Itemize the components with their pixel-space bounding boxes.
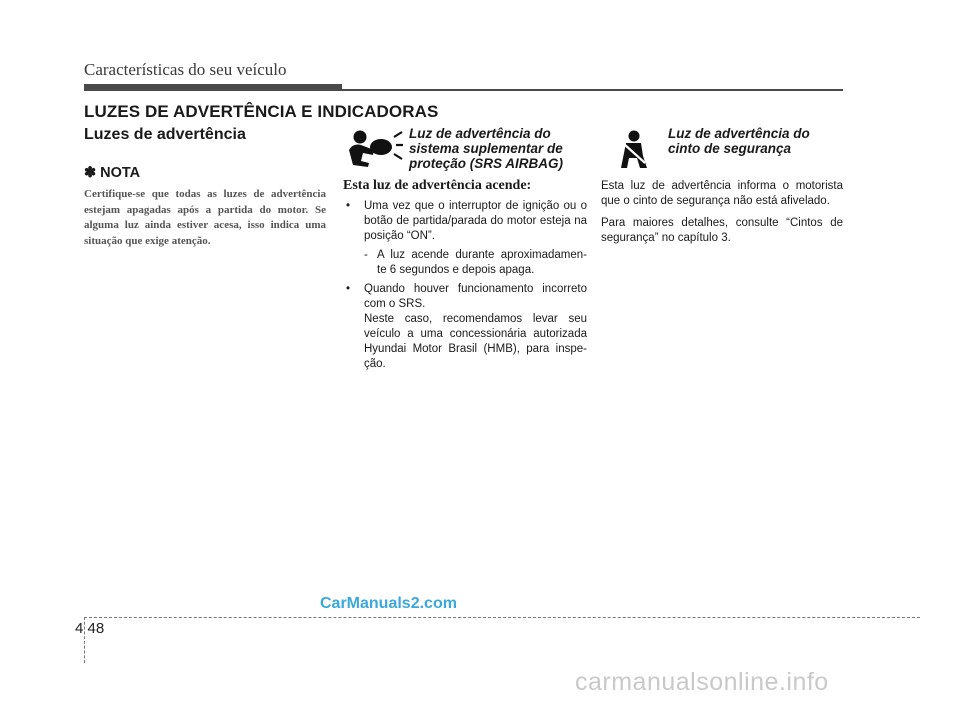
seatbelt-paragraph-2: Para maiores detalhes, consulte “Cintos de segurança” no capítulo 3. bbox=[601, 217, 843, 244]
nota-heading bbox=[84, 165, 326, 181]
footer-dashed-rule bbox=[84, 617, 920, 618]
dash: - bbox=[364, 249, 368, 261]
bullet: • bbox=[346, 283, 351, 295]
acende-heading: Esta luz de advertência acende: bbox=[343, 178, 532, 193]
list-item-text: Quando houver funcionamento incorreto com o SRS. bbox=[364, 283, 587, 310]
subsection-title: Luzes de advertência bbox=[84, 126, 246, 143]
conditions-list bbox=[343, 199, 587, 376]
page-header-title: Características do seu veículo bbox=[84, 60, 287, 79]
page-number: 4 48 bbox=[75, 620, 105, 637]
list-item bbox=[343, 199, 587, 244]
airbag-title-line-1: Luz de advertência do bbox=[409, 126, 551, 141]
list-item-text: Uma vez que o interruptor de ignição ou o botão de partida/parada do motor esteja na posição “ON”. bbox=[364, 200, 587, 242]
airbag-title-line-2: sistema suplementar de bbox=[409, 141, 563, 156]
seatbelt-title-line-1: Luz de advertência do bbox=[668, 126, 810, 141]
seatbelt-paragraph-1: Esta luz de advertência informa o motorista que o cinto de segurança não está afivelado. bbox=[601, 180, 843, 207]
section-title: LUZES DE ADVERTÊNCIA E INDICADORAS bbox=[84, 102, 439, 121]
list-subitem-text: A luz acende durante aproximadamen- te 6 segundos e depois apaga. bbox=[377, 249, 587, 276]
footer-watermark: carmanualsonline.info bbox=[575, 668, 829, 696]
bullet: • bbox=[346, 200, 351, 212]
seatbelt-warning-icon bbox=[617, 130, 653, 175]
airbag-title-line-3: proteção (SRS AIRBAG) bbox=[409, 156, 564, 171]
nota-text: Certifique-se que todas as luzes de advertência estejam apagadas após a partida do motor. Se alguma luz ainda estiver acesa, isso indica uma situação que exige atenção. bbox=[84, 188, 326, 247]
nota-star-icon: ✽ bbox=[84, 165, 97, 181]
column-1 bbox=[84, 126, 326, 249]
watermark-link[interactable]: CarManuals2.com bbox=[320, 595, 457, 612]
list-item-continuation: Neste caso, recomendamos levar seu veículo a uma concessionária autorizada Hyundai Motor Brasil (HMB), para inspe- ção. bbox=[364, 313, 587, 370]
seatbelt-title-line-2: cinto de segurança bbox=[668, 141, 792, 156]
airbag-warning-title bbox=[409, 126, 589, 171]
list-subitem bbox=[343, 248, 587, 278]
header-bar bbox=[84, 84, 342, 91]
airbag-warning-icon bbox=[343, 128, 403, 173]
header-rule bbox=[342, 89, 843, 91]
nota-label: NOTA bbox=[100, 165, 141, 181]
seatbelt-warning-title bbox=[668, 126, 846, 156]
list-item bbox=[343, 282, 587, 372]
